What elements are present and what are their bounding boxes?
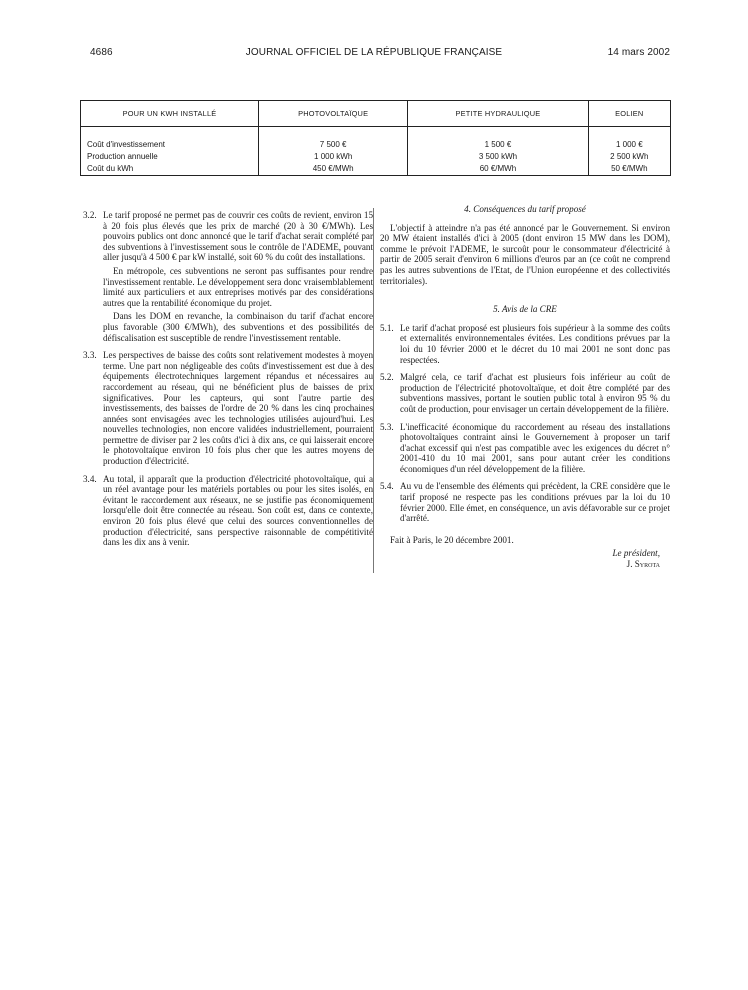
paragraph: L'objectif à atteindre n'a pas été annoncé par le Gouvernement. Si environ 20 MW étaient installés d'ici à 2005 (dont environ 15 MW dans les DOM), comme le prévoit l'ADEME, le surcoût pour le consommateur d'électricité à partir de 2005 serait d'environ 6 millions d'euros par an (ce coût ne comprend pas les autres subventions de l'Etat, de l'Union européenne et des collectivités territoriales).	[380, 222, 670, 286]
table-header-row	[81, 101, 671, 127]
signature-name: J. Syrota	[626, 559, 660, 570]
table-cell: 450 €/MWh	[312, 164, 354, 173]
paragraph: Au vu de l'ensemble des éléments qui précèdent, la CRE considère que le tarif proposé ne respecte pas les conditions prévues par la loi du 10 février 2000. Elle émet, en conséquence, un avis défavorable sur ce projet d'arrêté.	[400, 481, 670, 524]
header-eolien: EOLIEN	[588, 101, 670, 127]
section-number: 5.4.	[380, 481, 394, 492]
issue-date: 14 mars 2002	[607, 47, 670, 58]
section-3-4	[83, 474, 373, 551]
table-cell: 7 500 €	[319, 140, 347, 149]
right-column	[380, 204, 670, 570]
section-3-2	[83, 210, 373, 346]
paragraph: Malgré cela, ce tarif d'achat est plusieurs fois inférieur au coût de production de l'électricité photovoltaïque, et doit être complété par des subventions massives, portant le soutien public total à environ 95 % du coût de production, pour envisager un certain développement de la filière.	[400, 372, 670, 414]
section-number: 5.2.	[380, 372, 394, 383]
paragraph: Le tarif d'achat proposé est plusieurs fois supérieur à la somme des coûts et externalités environnementales évitées. Les conditions prévues par la loi du 10 février 2000 et le décret du 10 mai 2001 ne sont donc pas respectées.	[400, 322, 670, 365]
row-label: Coût d'investissement	[87, 140, 166, 149]
section-5-4	[380, 481, 670, 526]
table-cell: 1 000 €	[615, 140, 643, 149]
table-cell: 3 500 kWh	[478, 152, 518, 161]
table-cell: 1 000 kWh	[314, 152, 353, 161]
section-5-2	[380, 372, 670, 417]
paragraph: L'inefficacité économique du raccordement au réseau des installations photovoltaïques contraint ainsi le Gouvernement à proposer un tarif d'achat excessif qui n'est pas compatible avec les exigences du décret n° 2001-410 du 10 mai 2001, sans pour autant créer les conditions économiques d'un réel développement de la filière.	[400, 421, 670, 474]
table-cell: 60 €/MWh	[479, 164, 517, 173]
table-cell: 2 500 kWh	[610, 152, 649, 161]
journal-title: JOURNAL OFFICIEL DE LA RÉPUBLIQUE FRANÇAISE	[245, 47, 503, 58]
section-5-3	[380, 422, 670, 478]
section-number: 3.3.	[83, 350, 97, 361]
header-petite-hydraulique: PETITE HYDRAULIQUE	[408, 101, 588, 127]
signature-title-text: Le président,	[612, 548, 660, 559]
section-number: 3.2.	[83, 210, 97, 220]
section-number: 5.1.	[380, 322, 394, 333]
paragraph: Le tarif proposé ne permet pas de couvrir ces coûts de revient, environ 15 à 20 fois plus élevés que les prix de marché (20 à 30 €/MWh). Les pouvoirs publics ont donc annoncé que le tarif d'achat serait complété par des subventions à l'investissement sous le contrôle de l'ADEME, pouvant aller jusqu'à 4 500 € par kW installé, soit 60 % du coût des installations.	[103, 210, 373, 263]
table-cell: 50 €/MWh	[611, 164, 648, 173]
signature-title	[380, 548, 660, 559]
section-number: 3.4.	[83, 473, 97, 484]
section-heading-4: 4. Conséquences du tarif proposé	[464, 204, 586, 214]
paragraph: Dans les DOM en revanche, la combinaison du tarif d'achat encore plus favorable (300 €/MWh), des subventions et des possibilités de défiscalisation est susceptible de rendre l'investissement rentable.	[103, 311, 373, 343]
row-label: Production annuelle	[87, 152, 158, 161]
column-divider	[373, 208, 374, 573]
place-date: Fait à Paris, le 20 décembre 2001.	[390, 534, 514, 545]
section-number: 5.3.	[380, 421, 394, 432]
petite-hydraulique-values	[408, 139, 588, 176]
paragraph: Au total, il apparaît que la production d'électricité photovoltaïque, qui a un réel avantage pour les matériels portables ou pour les sites isolés, en évitant le raccordement aux réseaux, ne se justifie pas économiquement lorsqu'elle doit être connectée au réseau. Son coût est, dans ce contexte, environ 20 fois plus élevé que celui des sources conventionnelles de production d'électricité, sans perspective raisonnable de compétitivité dans les dix ans à venir.	[103, 473, 373, 548]
photovoltaique-values	[259, 139, 408, 176]
paragraph: En métropole, ces subventions ne seront pas suffisantes pour rendre l'investissement rentable. Le développement sera donc vraisemblablement limité aux particuliers et aux entreprises motivés par des considérations autres que la rentabilité économique du projet.	[103, 265, 373, 308]
row-labels	[81, 139, 259, 176]
header-photovoltaique: PHOTOVOLTAÏQUE	[259, 101, 408, 127]
header-per-kwh: POUR UN KWH INSTALLÉ	[81, 101, 259, 127]
tariff-comparison-table	[80, 100, 671, 176]
paragraph: Les perspectives de baisse des coûts sont relativement modestes à moyen terme. Une part non négligeable des coûts d'investissement est due à des équipements électrotechniques largement répandus et nécessaires au raccordement au réseau, qui ne bénéficient plus de baisses de prix significatives. Pour les capteurs, qui sont l'autre partie des investissements, des baisses de l'ordre de 20 % dans les cinq prochaines années sont envisagées avec les technologies utilisées aujourd'hui. Les nouvelles technologies, non encore validées industriellement, pourraient permettre de diviser par 2 les coûts d'ici à dix ans, ce qui laisserait encore le photovoltaïque environ 10 fois plus cher que les autres moyens de production d'électricité.	[103, 350, 373, 467]
table-row	[81, 139, 671, 176]
section-3-3	[83, 350, 373, 470]
row-label: Coût du kWh	[87, 164, 134, 173]
page-number: 4686	[90, 47, 113, 58]
section-5-1	[380, 323, 670, 368]
table-cell: 1 500 €	[484, 140, 512, 149]
left-column	[83, 210, 373, 555]
section-heading-5: 5. Avis de la CRE	[493, 304, 557, 315]
eolien-values	[588, 139, 670, 176]
